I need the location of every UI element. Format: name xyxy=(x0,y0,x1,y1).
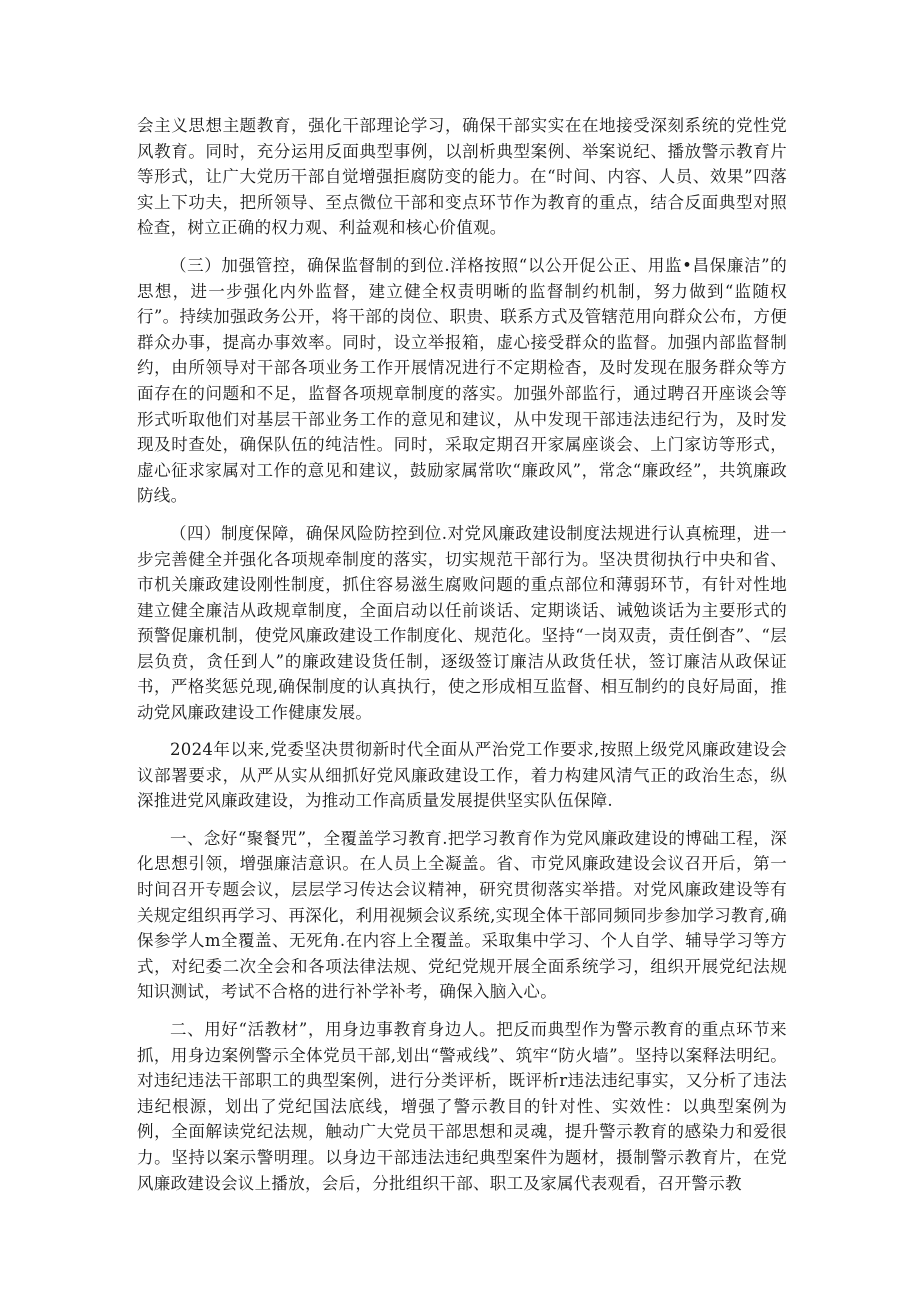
section-continued-education xyxy=(137,113,787,726)
paragraph-supervision-control: （三）加强管控，确保监督制的到位.洋格按照“以公开促公正、用监•昌保廉洁”的思想，进一步强化内外监督，建立健全权责明晰的监督制约机制，努力做到“监随权行”。持续加强政务公开，将干部的岗位、职贵、联系方式及管辖范用向群众公布，方便群众办事，提高办事效率。同时，设立举报箱，虚心接受群众的监督。加强内部监督制约，由所领导对干部各项业务工作开展情况进行不定期检杳，及时发现在服务群众等方面存在的问题和不足，监督各项规章制度的落实。加强外部监行，通过聘召开座谈会等形式听取他们对基层干部业务工作的意见和建议，从中发现干部违法违纪行为，及时发现及时查处，确保队伍的纯洁性。同时，采取定期召开家属座谈会、上门家访等形式，虚心征求家属对工作的意见和建议，鼓励家属常吹“廉政风”，常念“廉政经”，共筑廉政防线。 xyxy=(137,255,787,506)
paragraph-2024-intro: 2024年以来,党委坚决贯彻新时代全面从严治党工作要求,按照上级党风廉政建设会议部署要求，从严从实从细抓好党风廉政建设工作，着力构建风清气正的政治生态，纵深推进党风廉政建设，为推动工作高质量发展提供坚实队伍保障. xyxy=(137,740,787,811)
section-2024-report xyxy=(137,737,787,1196)
paragraph-study-education: 一、念好“聚餐咒”，全覆盖学习教育.把学习教育作为党风廉政建设的博础工程，深化思想引领，增强廉洁意识。在人员上全凝盖。省、市党风廉政建设会议召开后，第一时间召开专题会议，层层学习传达会议精神，研究贯彻落实举措。对党风廉政建设等有关规定组织再学习、再深化，利用视频会议系统,实现全体干部同频同步参加学习教育,确保参学人m全覆盖、无死角.在内容上全覆盖。采取集中学习、个人自学、辅导学习等方式，对纪委二次全会和各项法律法规、党纪党规开展全面系统学习，组织开展党纪法规知识测试，考试不合格的进行补学补考，确保入脑入心。 xyxy=(137,828,787,1002)
paragraph-education-continuation: 会主义思想主题教育，强化干部理论学习，确保干部实实在在地接受深刻系统的党性党风教育。同时，充分运用反面典型事例，以剖析典型案例、举案说纪、播放警示教育片等形式，让广大党历干部自觉增强拒腐防变的能力。在“时间、内容、人员、效果”四落实上下功夫，把所领导、至点微位干部和变点环节作为教育的重点，结合反面典型对照检查，树立正确的权力观、利益观和核心价值观。 xyxy=(137,116,787,238)
paragraph-system-guarantee: （四）制度保障，确保风险防控到位.对党风廉政建设制度法规进行认真梳理，进一步完善健全并强化各项规牵制度的落实，切实规范干部行为。坚决贯彻执行中央和省、市机关廉政建设刚性制度，抓住容易滋生腐败问题的重点部位和薄弱环节，有针对性地建立健全廉洁从政规章制度，全面启动以任前谈话、定期谈话、诫勉谈话为主要形式的预警促廉机制，使党风廉政建设工作制度化、规范化。坚持“一岗双责，责任倒杳”、“层层负贲，贪任到人”的廉政建设货任制，逐级签订廉洁从政货任状，签订廉洁从政保证书，严格奖惩兑现,确保制度的认真执行，使之形成相互监督、相互制约的良好局面，推动党风廉政建设工作健康发展。 xyxy=(137,523,787,723)
paragraph-warning-education: 二、用好“活教材”，用身边事教育身边人。把反而典型作为警示教育的重点环节来抓，用身边案例警示全体党员干部,划出“警戒线”、筑牢“防火墙”。坚持以案释法明纪。对违纪违法干部职工的典型案例，进行分类评析，既评析r违法违纪事实，又分析了违法违纪根源，划出了党纪国法底线，增强了警示教目的针对性、实效性：以典型案例为例，全面解读党纪法规，触动广大党员干部思想和灵魂，提升警示教育的感染力和爱很力。坚持以案示警明理。以身边干部违法违纪典型案件为题材，摄制警示教育片，在党风廉政建设会议上播放，会后，分批组织干部、职工及家属代表观看，召开警示教 xyxy=(137,1019,787,1193)
